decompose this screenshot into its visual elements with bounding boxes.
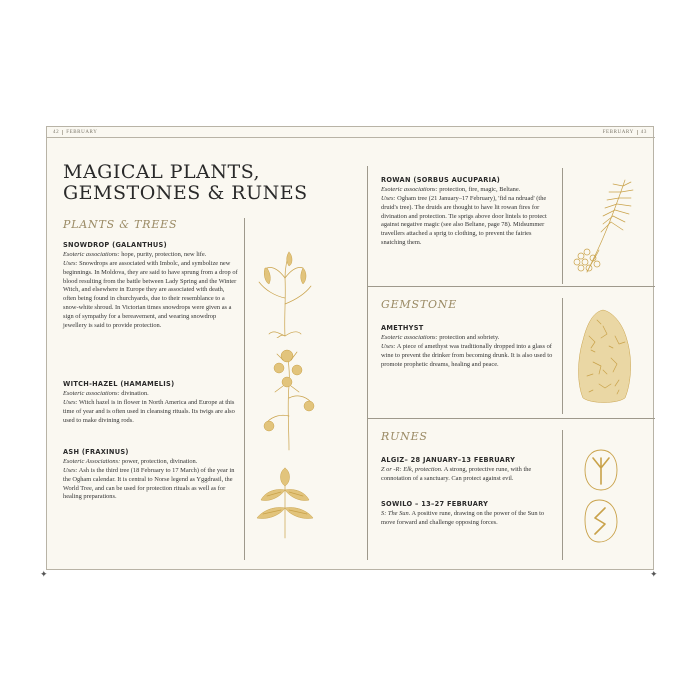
page-body [47, 137, 655, 571]
entry-description: S: The Sun. A positive rune, drawing on the power of the Sun to move forward and challenge opposing forces. [381, 510, 545, 527]
entry-heading: WITCH-HAZEL (HAMAMELIS) [63, 380, 175, 388]
section-heading-runes: RUNES [381, 430, 428, 443]
entry-ash [63, 448, 239, 502]
ash-leaf-illustration [251, 460, 319, 540]
section-divider-runes [367, 418, 655, 419]
entry-algiz [381, 456, 557, 484]
column-divider-runes [562, 430, 563, 560]
month-label-left: FEBRUARY [66, 129, 98, 135]
entry-uses: Uses: Snowdrops are associated with Imbolc, and symbolize new beginnings. In Moldova, they are said to have sprung from a drop of blood resulting from the battle between Lady Spring and the Winter Witch, and elsewhere in Europe they are associated with death, often being found in churchyards, due to their resemblance to a snow-white shroud. In Victorian times snowdrops were given as a sign of sympathy for a bereavement, and wearing snowdrop jewellery is said to provide protection. [63, 260, 238, 329]
entry-witch-hazel [63, 380, 239, 425]
column-divider-amethyst [562, 298, 563, 414]
column-divider-rowan [562, 168, 563, 284]
section-heading-plants: PLANTS & TREES [63, 218, 178, 231]
entry-heading: AMETHYST [381, 324, 424, 332]
sowilo-rune-stone [583, 498, 619, 544]
entry-uses: Uses: A piece of amethyst was traditionally dropped into a glass of wine to prevent the drinker from becoming drunk. It is also used to promote prophetic dreams, healing and peace. [381, 343, 553, 368]
page-title [63, 162, 308, 204]
section-heading-gemstone: GEMSTONE [381, 298, 458, 311]
page-number-left: 42 [50, 130, 63, 135]
entry-associations: Esoteric associations: divination. [63, 390, 149, 398]
title-line-2: GEMSTONES & RUNES [63, 182, 308, 204]
entry-heading: SOWILO – 13–27 FEBRUARY [381, 500, 489, 508]
algiz-rune-stone [583, 448, 619, 492]
witch-hazel-illustration [259, 346, 317, 452]
running-header-right [600, 127, 650, 137]
entry-associations: Esoteric associations: protection, fire, magic, Beltane. [381, 186, 521, 194]
entry-associations: Esoteric Associations: power, protection, divination. [63, 458, 198, 466]
page-number-right: 43 [637, 130, 650, 135]
entry-uses: Uses: Ash is the third tree (18 February to 17 March) of the year in the Ogham calendar. It is central to Norse legend as Yggdrasil, the World Tree, and can be used for protection rituals as well as for healing preparations. [63, 467, 235, 501]
section-divider-gemstone [367, 286, 655, 287]
amethyst-illustration [573, 306, 635, 406]
entry-snowdrop [63, 241, 239, 330]
entry-heading: SNOWDROP (GALANTHUS) [63, 241, 167, 249]
entry-heading: ALGIZ– 28 JANUARY–13 FEBRUARY [381, 456, 516, 464]
column-divider-left [244, 218, 245, 560]
entry-heading: ROWAN (SORBUS AUCUPARIA) [381, 176, 501, 184]
book-spread [46, 126, 654, 570]
corner-star-right: ✦ [650, 569, 658, 579]
rowan-illustration [567, 172, 643, 280]
entry-uses: Uses: Ogham tree (21 January–17 February), 'fid na ndruad' (the druid's tree). The druids are thought to have lit rowan fires for divination and protection. Tie sprigs above door lintels to protect against negative magic (see also Beltane, page 78). Midsummer travellers attached a sprig to clothing, to prevent the fairies snatching them. [381, 195, 547, 247]
entry-associations: Esoteric associations: hope, purity, protection, new life. [63, 251, 207, 259]
running-header-left [50, 127, 100, 137]
gutter-divider [367, 166, 368, 560]
snowdrop-illustration [251, 238, 319, 338]
entry-heading: ASH (FRAXINUS) [63, 448, 129, 456]
title-line-1: MAGICAL PLANTS, [63, 161, 261, 183]
entry-uses: Uses: Witch hazel is in flower in North America and Europe at this time of year and is often used in cleansing rituals. Its twigs are also used to make divining rods. [63, 399, 235, 424]
entry-amethyst [381, 324, 557, 369]
corner-star-left: ✦ [40, 569, 48, 579]
entry-description: Z or -R: Elk, protection. A strong, protective rune, with the connotation of a sanctuary. Can protect against evil. [381, 466, 532, 483]
month-label-right: FEBRUARY [602, 129, 634, 135]
entry-rowan [381, 176, 557, 248]
entry-associations: Esoteric associations: protection and sobriety. [381, 334, 500, 342]
entry-sowilo [381, 500, 557, 528]
